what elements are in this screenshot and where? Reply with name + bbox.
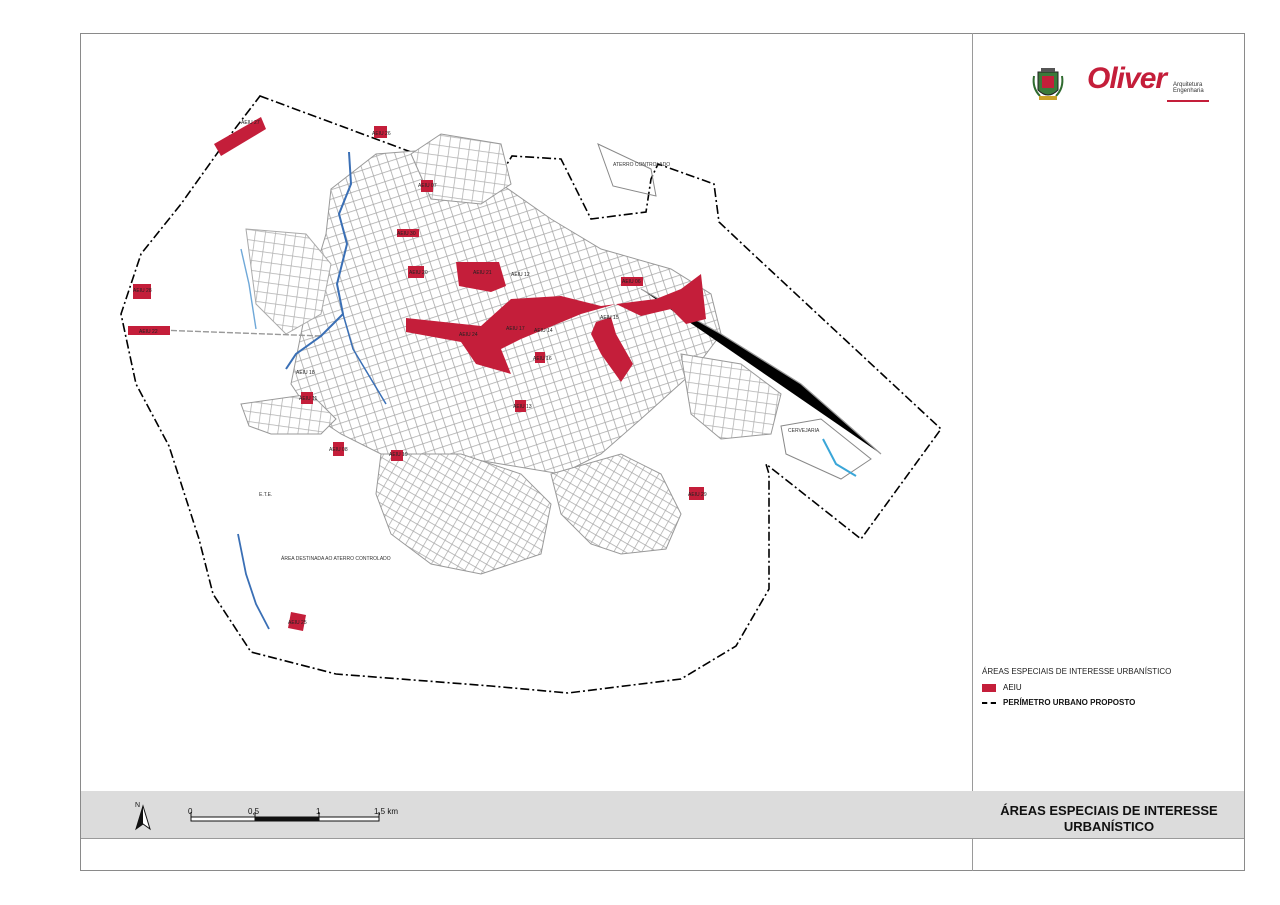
aeiu-label-16: AEIU 16 (533, 356, 552, 362)
aeiu-label-20: AEIU 20 (409, 270, 428, 276)
urban-area-south (376, 454, 551, 574)
aeiu-label-11: AEIU 11 (299, 396, 318, 402)
aeiu-label-27: AEIU 27 (241, 120, 260, 126)
aeiu-label-19: AEIU 19 (389, 452, 408, 458)
place-label-aterro: ATERRO CONTROLADO (613, 162, 671, 168)
river-south (238, 534, 269, 629)
north-label: N (135, 802, 141, 809)
aeiu-label-25: AEIU 25 (288, 620, 307, 626)
urban-area-southeast (551, 454, 681, 554)
aeiu-label-26: AEIU 26 (372, 131, 391, 137)
logo-subtitle-2: Engenharia (1173, 88, 1204, 94)
aeiu-label-24: AEIU 24 (459, 332, 478, 338)
aeiu-22-group (128, 326, 170, 335)
scale-label-0-5: 0,5 (248, 807, 260, 816)
logo-wordmark: Oliver (1087, 62, 1167, 95)
aeiu-label-22: AEIU 22 (139, 329, 158, 335)
aeiu-26-group (372, 126, 391, 138)
sheet-title: ÁREAS ESPECIAIS DE INTERESSE URBANÍSTICO (1000, 803, 1218, 834)
aterro-outline (598, 144, 656, 196)
legend-item-perimeter (982, 698, 1135, 707)
logo-subtitle-1: Arquitetura (1173, 82, 1203, 88)
scale-label-0: 0 (188, 807, 193, 816)
legend-label-perimeter: PERÍMETRO URBANO PROPOSTO (1003, 698, 1136, 707)
aeiu-28-group (133, 284, 152, 299)
coat-of-arms-icon (1030, 66, 1066, 104)
aeiu-label-17: AEIU 17 (506, 326, 525, 332)
aeiu-25-group (288, 612, 307, 631)
aeiu-label-13: AEIU 13 (513, 404, 532, 410)
aeiu-label-08: AEIU 08 (329, 447, 348, 453)
aeiu-label-12: AEIU 12 (511, 272, 530, 278)
aeiu-label-29: AEIU 29 (688, 492, 707, 498)
footer-divider (81, 838, 1244, 839)
legend-item-aeiu (982, 683, 1022, 692)
river-cervejaria (823, 439, 856, 476)
aeiu-label-14: AEIU 14 (534, 328, 553, 334)
aeiu-label-30: AEIU 30 (397, 231, 416, 237)
aeiu-29-group (688, 487, 707, 500)
legend-label-aeiu: AEIU (1003, 683, 1022, 692)
place-label-cervejaria: CERVEJARIA (788, 428, 820, 434)
aeiu-30-group (397, 229, 419, 237)
aeiu-label-15: AEIU 15 (600, 315, 619, 321)
place-label-ete: E.T.E. (259, 492, 273, 498)
aeiu-label-07: AEIU 07 (418, 183, 437, 189)
city-map (81, 34, 971, 754)
north-arrow-icon (132, 798, 154, 832)
aeiu-label-06: AEIU 06 (622, 279, 641, 285)
logo-underline (1167, 100, 1209, 102)
legend-title: ÁREAS ESPECIAIS DE INTERESSE URBANÍSTICO (982, 667, 1172, 676)
company-logo (1087, 62, 1217, 106)
aeiu-label-18: AEIU 18 (296, 370, 315, 376)
aeiu-08-group (329, 442, 348, 456)
scale-label-1-5: 1,5 km (374, 807, 399, 816)
perimeter-line-swatch (982, 702, 996, 704)
scale-label-1: 1 (316, 807, 321, 816)
aeiu-label-28: AEIU 28 (133, 288, 152, 294)
side-panel-divider (972, 33, 973, 871)
scale-bar (185, 800, 385, 826)
aeiu-label-21: AEIU 21 (473, 270, 492, 276)
aeiu-06-group (621, 277, 643, 286)
aeiu-swatch (982, 684, 996, 692)
place-label-area-destinada: ÁREA DESTINADA AO ATERRO CONTROLADO (281, 556, 391, 562)
